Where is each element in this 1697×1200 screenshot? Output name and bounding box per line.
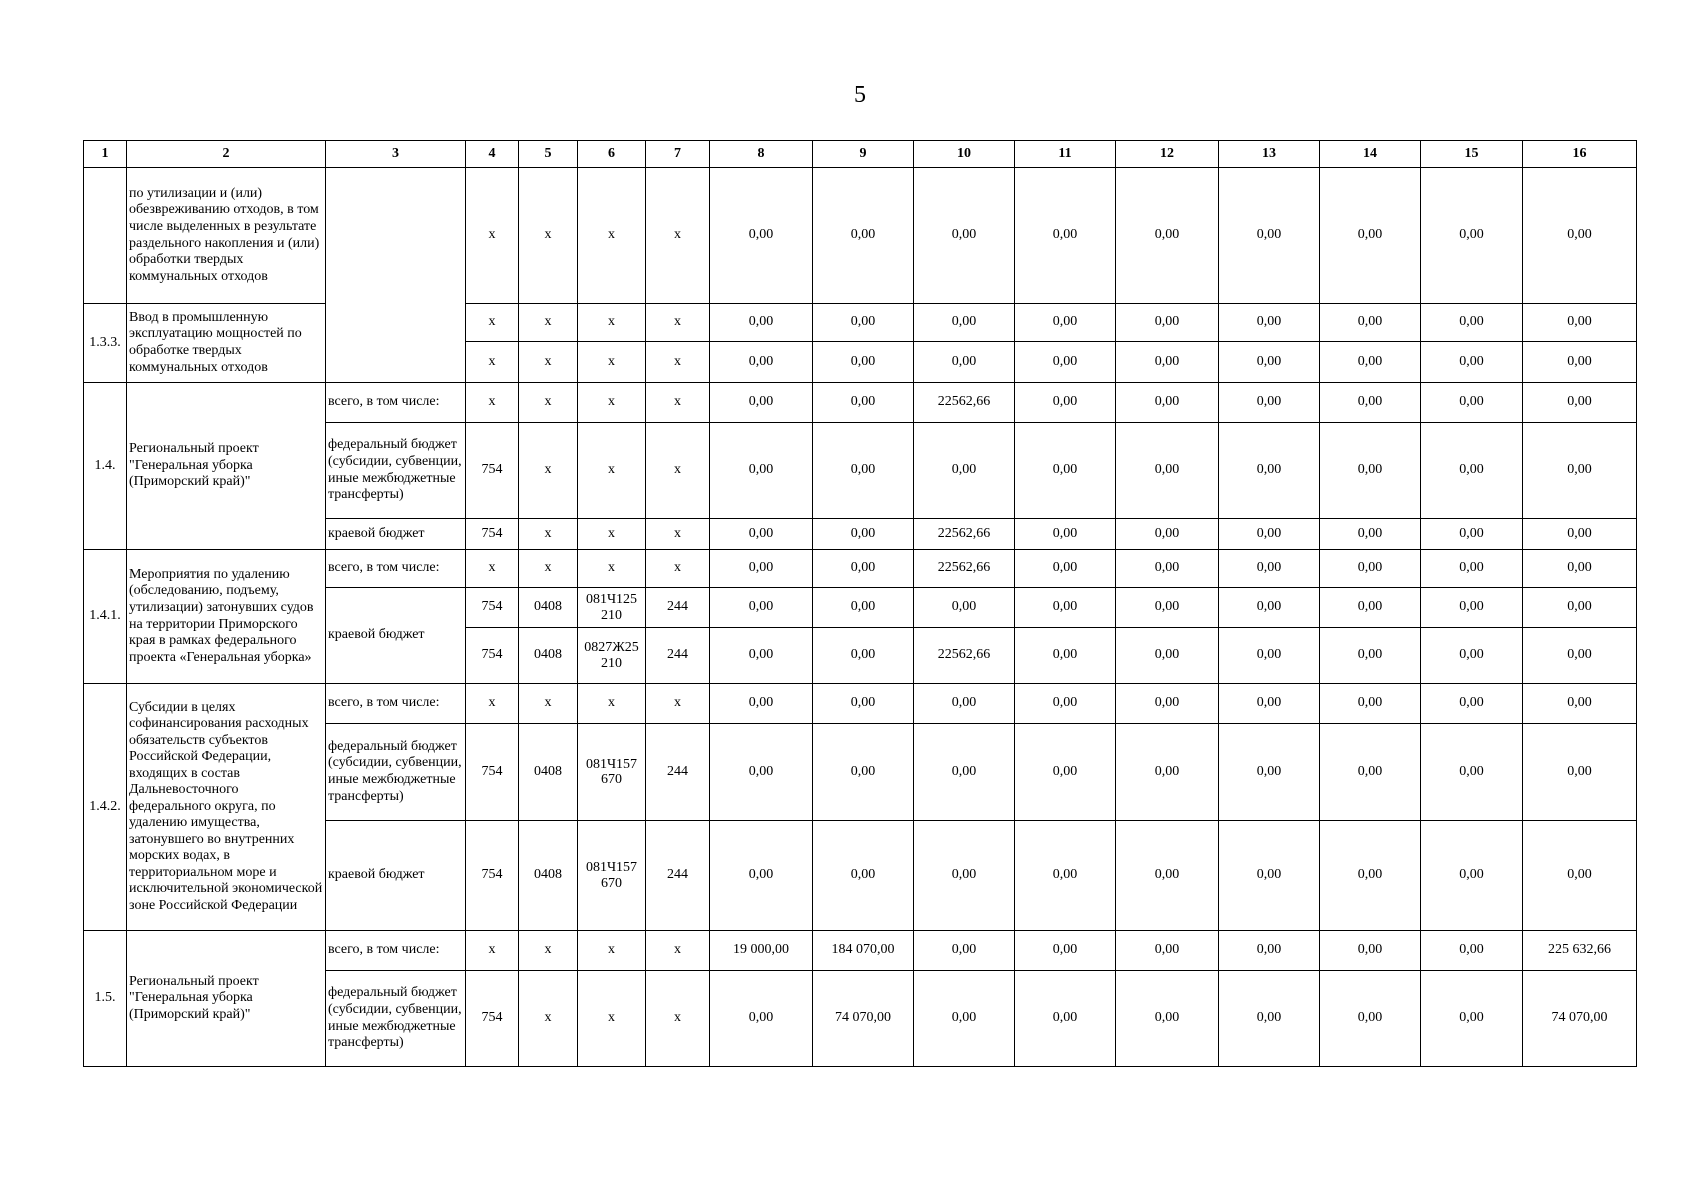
row-source: всего, в том числе: (326, 931, 466, 971)
cell-rzpr: x (519, 519, 578, 550)
cell-value: 0,00 (1219, 724, 1320, 821)
cell-value: 0,00 (1116, 628, 1219, 684)
cell-value: 0,00 (1116, 550, 1219, 588)
cell-value: 0,00 (710, 304, 813, 342)
row-number: 1.4. (84, 383, 127, 550)
row-number: 1.4.2. (84, 684, 127, 931)
row-number (84, 168, 127, 304)
cell-value: 0,00 (1116, 931, 1219, 971)
cell-value: 0,00 (1523, 724, 1637, 821)
cell-value: 0,00 (813, 342, 914, 383)
header-cell: 1 (84, 141, 127, 168)
cell-rzpr: 0408 (519, 724, 578, 821)
cell-value: 22562,66 (914, 550, 1015, 588)
cell-value: 0,00 (1116, 971, 1219, 1067)
cell-rzpr: x (519, 550, 578, 588)
cell-csr: 081Ч157 670 (578, 821, 646, 931)
cell-value: 0,00 (1015, 519, 1116, 550)
cell-value: 0,00 (1523, 684, 1637, 724)
cell-value: 0,00 (1320, 931, 1421, 971)
cell-value: 0,00 (1421, 588, 1523, 628)
cell-csr: 081Ч157 670 (578, 724, 646, 821)
cell-grbs: 754 (466, 588, 519, 628)
cell-value: 0,00 (1015, 628, 1116, 684)
cell-value: 0,00 (1523, 342, 1637, 383)
cell-value: 0,00 (1523, 550, 1637, 588)
cell-value: 0,00 (813, 168, 914, 304)
row-source: краевой бюджет (326, 821, 466, 931)
cell-value: 0,00 (710, 724, 813, 821)
cell-value: 0,00 (914, 724, 1015, 821)
cell-value: 0,00 (1015, 304, 1116, 342)
cell-value: 0,00 (1320, 304, 1421, 342)
row-number: 1.5. (84, 931, 127, 1067)
cell-value: 0,00 (1421, 724, 1523, 821)
cell-value: 0,00 (1320, 383, 1421, 423)
cell-value: 0,00 (1116, 168, 1219, 304)
row-source: краевой бюджет (326, 519, 466, 550)
cell-grbs: 754 (466, 519, 519, 550)
header-cell: 4 (466, 141, 519, 168)
cell-value: 0,00 (1015, 342, 1116, 383)
cell-value: 22562,66 (914, 519, 1015, 550)
cell-vr: 244 (646, 588, 710, 628)
cell-value: 0,00 (1320, 588, 1421, 628)
cell-value: 0,00 (1421, 423, 1523, 519)
cell-value: 0,00 (1219, 423, 1320, 519)
cell-value: 0,00 (1421, 971, 1523, 1067)
cell-value: 0,00 (1219, 168, 1320, 304)
cell-rzpr: x (519, 168, 578, 304)
cell-value: 0,00 (710, 423, 813, 519)
table-row (84, 168, 1637, 304)
header-cell: 3 (326, 141, 466, 168)
cell-vr: x (646, 684, 710, 724)
table-row (84, 383, 1637, 423)
cell-value: 0,00 (1320, 550, 1421, 588)
cell-value: 0,00 (1116, 383, 1219, 423)
header-cell: 16 (1523, 141, 1637, 168)
cell-value: 0,00 (1015, 821, 1116, 931)
cell-value: 0,00 (1219, 519, 1320, 550)
header-cell: 13 (1219, 141, 1320, 168)
cell-value: 0,00 (813, 724, 914, 821)
cell-grbs: x (466, 684, 519, 724)
cell-value: 0,00 (813, 821, 914, 931)
cell-value: 0,00 (813, 628, 914, 684)
cell-value: 225 632,66 (1523, 931, 1637, 971)
cell-value: 0,00 (1116, 724, 1219, 821)
cell-csr: x (578, 971, 646, 1067)
cell-value: 0,00 (1219, 383, 1320, 423)
row-source: федеральный бюджет (субсидии, субвенции, иные межбюджетные трансферты) (326, 971, 466, 1067)
cell-value: 0,00 (1219, 684, 1320, 724)
cell-vr: 244 (646, 628, 710, 684)
cell-grbs: 754 (466, 971, 519, 1067)
cell-value: 0,00 (1015, 168, 1116, 304)
header-cell: 12 (1116, 141, 1219, 168)
row-source: всего, в том числе: (326, 550, 466, 588)
cell-value: 0,00 (710, 342, 813, 383)
cell-value: 0,00 (1219, 304, 1320, 342)
cell-grbs: x (466, 168, 519, 304)
cell-value: 0,00 (1523, 588, 1637, 628)
cell-value: 0,00 (1116, 588, 1219, 628)
cell-value: 0,00 (813, 684, 914, 724)
cell-value: 0,00 (813, 550, 914, 588)
cell-value: 0,00 (914, 588, 1015, 628)
cell-csr: x (578, 519, 646, 550)
cell-value: 0,00 (1320, 342, 1421, 383)
cell-value: 0,00 (1015, 931, 1116, 971)
cell-value: 0,00 (710, 383, 813, 423)
cell-vr: x (646, 304, 710, 342)
cell-value: 0,00 (1116, 423, 1219, 519)
cell-grbs: 754 (466, 423, 519, 519)
cell-value: 0,00 (1421, 168, 1523, 304)
cell-value: 0,00 (710, 588, 813, 628)
cell-csr: x (578, 304, 646, 342)
row-source: всего, в том числе: (326, 684, 466, 724)
row-name: Ввод в промышленную эксплуатацию мощностей по обработке твердых коммунальных отходов (127, 304, 326, 383)
header-row (84, 141, 1637, 168)
cell-value: 0,00 (1421, 931, 1523, 971)
header-cell: 5 (519, 141, 578, 168)
cell-value: 0,00 (1421, 628, 1523, 684)
cell-value: 0,00 (1421, 383, 1523, 423)
cell-value: 0,00 (1116, 304, 1219, 342)
row-source (326, 168, 466, 383)
cell-value: 0,00 (1421, 550, 1523, 588)
cell-value: 0,00 (1320, 628, 1421, 684)
cell-value: 0,00 (1015, 423, 1116, 519)
cell-rzpr: x (519, 383, 578, 423)
cell-value: 0,00 (914, 168, 1015, 304)
row-number: 1.3.3. (84, 304, 127, 383)
cell-rzpr: 0408 (519, 628, 578, 684)
cell-value: 0,00 (1421, 304, 1523, 342)
cell-rzpr: 0408 (519, 588, 578, 628)
header-cell: 15 (1421, 141, 1523, 168)
cell-value: 0,00 (1320, 519, 1421, 550)
cell-value: 0,00 (1015, 588, 1116, 628)
cell-value: 0,00 (710, 684, 813, 724)
header-cell: 7 (646, 141, 710, 168)
cell-value: 0,00 (1523, 168, 1637, 304)
header-cell: 9 (813, 141, 914, 168)
cell-value: 0,00 (1523, 821, 1637, 931)
cell-value: 0,00 (1421, 821, 1523, 931)
cell-value: 184 070,00 (813, 931, 914, 971)
cell-value: 0,00 (813, 304, 914, 342)
cell-value: 0,00 (914, 684, 1015, 724)
cell-csr: x (578, 931, 646, 971)
cell-value: 0,00 (1219, 971, 1320, 1067)
cell-value: 0,00 (1219, 628, 1320, 684)
cell-vr: x (646, 342, 710, 383)
cell-value: 0,00 (1015, 971, 1116, 1067)
cell-grbs: x (466, 342, 519, 383)
cell-value: 0,00 (1320, 168, 1421, 304)
cell-value: 0,00 (710, 550, 813, 588)
cell-value: 0,00 (1320, 684, 1421, 724)
cell-value: 0,00 (1116, 519, 1219, 550)
cell-value: 22562,66 (914, 628, 1015, 684)
cell-vr: x (646, 931, 710, 971)
cell-rzpr: 0408 (519, 821, 578, 931)
cell-vr: 244 (646, 821, 710, 931)
cell-vr: x (646, 168, 710, 304)
cell-value: 0,00 (1015, 724, 1116, 821)
cell-value: 0,00 (813, 588, 914, 628)
cell-value: 0,00 (1219, 342, 1320, 383)
cell-value: 0,00 (813, 423, 914, 519)
cell-value: 0,00 (1015, 383, 1116, 423)
cell-value: 0,00 (1523, 423, 1637, 519)
cell-value: 0,00 (1421, 519, 1523, 550)
row-name: Региональный проект "Генеральная уборка (Приморский край)" (127, 931, 326, 1067)
table-row (84, 304, 1637, 342)
header-cell: 10 (914, 141, 1015, 168)
cell-csr: 081Ч125 210 (578, 588, 646, 628)
cell-value: 0,00 (1523, 628, 1637, 684)
header-cell: 2 (127, 141, 326, 168)
cell-value: 0,00 (1219, 821, 1320, 931)
cell-csr: x (578, 383, 646, 423)
cell-value: 0,00 (1219, 931, 1320, 971)
cell-value: 0,00 (914, 821, 1015, 931)
cell-value: 19 000,00 (710, 931, 813, 971)
header-cell: 11 (1015, 141, 1116, 168)
budget-table (83, 140, 1637, 1067)
cell-value: 0,00 (1015, 684, 1116, 724)
cell-value: 0,00 (1320, 423, 1421, 519)
cell-rzpr: x (519, 971, 578, 1067)
cell-value: 0,00 (813, 519, 914, 550)
cell-value: 0,00 (710, 519, 813, 550)
cell-value: 0,00 (813, 383, 914, 423)
cell-csr: x (578, 550, 646, 588)
cell-value: 0,00 (1116, 684, 1219, 724)
cell-value: 0,00 (710, 628, 813, 684)
cell-grbs: 754 (466, 724, 519, 821)
row-name: Мероприятия по удалению (обследованию, подъему, утилизации) затонувших судов на территории Приморского края в рамках федерального проекта «Генеральная уборка» (127, 550, 326, 684)
cell-value: 0,00 (914, 971, 1015, 1067)
cell-grbs: 754 (466, 628, 519, 684)
cell-value: 0,00 (710, 971, 813, 1067)
table-row (84, 550, 1637, 588)
cell-value: 0,00 (1219, 588, 1320, 628)
cell-value: 0,00 (1320, 724, 1421, 821)
cell-rzpr: x (519, 931, 578, 971)
cell-rzpr: x (519, 304, 578, 342)
row-source: краевой бюджет (326, 588, 466, 684)
header-cell: 8 (710, 141, 813, 168)
cell-value: 0,00 (710, 821, 813, 931)
cell-value: 0,00 (1219, 550, 1320, 588)
cell-rzpr: x (519, 684, 578, 724)
cell-value: 0,00 (1015, 550, 1116, 588)
cell-value: 74 070,00 (1523, 971, 1637, 1067)
cell-value: 0,00 (1523, 519, 1637, 550)
cell-grbs: 754 (466, 821, 519, 931)
cell-vr: x (646, 423, 710, 519)
cell-value: 0,00 (1320, 971, 1421, 1067)
cell-value: 0,00 (1523, 304, 1637, 342)
cell-value: 0,00 (1421, 684, 1523, 724)
cell-grbs: x (466, 304, 519, 342)
row-name: Региональный проект "Генеральная уборка (Приморский край)" (127, 383, 326, 550)
table-row (84, 931, 1637, 971)
cell-value: 0,00 (1116, 821, 1219, 931)
row-source: федеральный бюджет (субсидии, субвенции, иные межбюджетные трансферты) (326, 724, 466, 821)
cell-value: 0,00 (1421, 342, 1523, 383)
cell-value: 0,00 (1320, 821, 1421, 931)
cell-value: 0,00 (914, 304, 1015, 342)
row-source: федеральный бюджет (субсидии, субвенции, иные межбюджетные трансферты) (326, 423, 466, 519)
row-name: по утилизации и (или) обезвреживанию отходов, в том числе выделенных в результате раздельного накопления и (или) обработки твердых коммунальных отходов (127, 168, 326, 304)
header-cell: 6 (578, 141, 646, 168)
cell-rzpr: x (519, 342, 578, 383)
row-number: 1.4.1. (84, 550, 127, 684)
cell-vr: x (646, 519, 710, 550)
cell-csr: x (578, 423, 646, 519)
cell-csr: 0827Ж25 210 (578, 628, 646, 684)
page-number: 5 (854, 82, 866, 108)
row-source: всего, в том числе: (326, 383, 466, 423)
cell-value: 0,00 (914, 342, 1015, 383)
cell-grbs: x (466, 550, 519, 588)
cell-value: 22562,66 (914, 383, 1015, 423)
cell-rzpr: x (519, 423, 578, 519)
cell-grbs: x (466, 383, 519, 423)
cell-vr: 244 (646, 724, 710, 821)
cell-vr: x (646, 971, 710, 1067)
cell-value: 0,00 (1116, 342, 1219, 383)
cell-vr: x (646, 383, 710, 423)
cell-csr: x (578, 168, 646, 304)
cell-grbs: x (466, 931, 519, 971)
table-row (84, 684, 1637, 724)
cell-value: 0,00 (710, 168, 813, 304)
cell-value: 0,00 (914, 423, 1015, 519)
header-cell: 14 (1320, 141, 1421, 168)
cell-csr: x (578, 684, 646, 724)
cell-value: 74 070,00 (813, 971, 914, 1067)
cell-value: 0,00 (914, 931, 1015, 971)
cell-csr: x (578, 342, 646, 383)
row-name: Субсидии в целях софинансирования расходных обязательств субъектов Российской Федерации, входящих в состав Дальневосточного федерального округа, по удалению имущества, затонувшего во внутренних морских водах, в территориальном море и исключительной экономической зоне Российской Федерации (127, 684, 326, 931)
cell-value: 0,00 (1523, 383, 1637, 423)
cell-vr: x (646, 550, 710, 588)
